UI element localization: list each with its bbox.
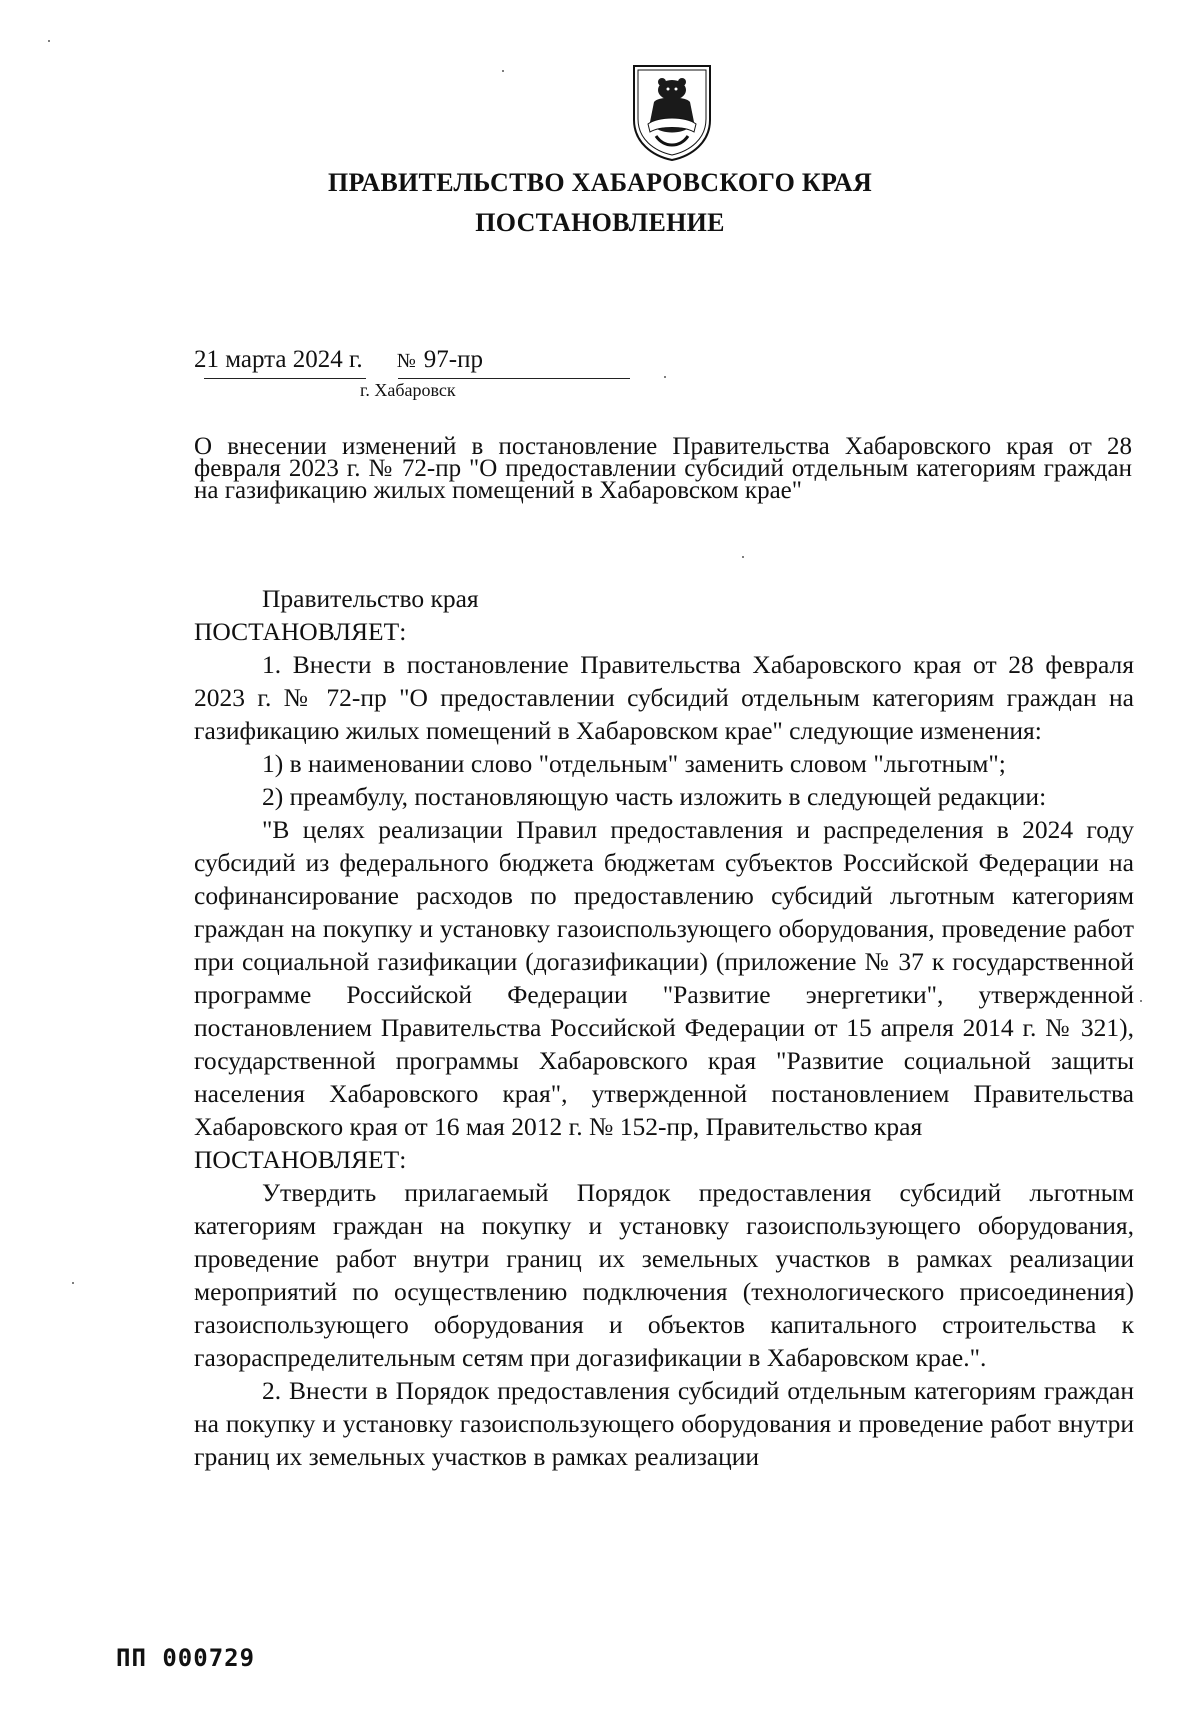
document-city: г. Хабаровск	[360, 380, 456, 400]
scan-speck	[72, 1282, 74, 1284]
body-paragraph: ПОСТАНОВЛЯЕТ:	[194, 617, 407, 646]
scan-speck	[742, 556, 744, 558]
scan-speck	[502, 70, 504, 72]
document-date: 21 марта 2024 г.	[194, 346, 363, 373]
body-paragraph: Правительство края	[262, 584, 479, 613]
body-paragraph: 2. Внести в Порядок предоставления субсидий отдельным категориям граждан на покупку и установку газоиспользующего оборудования и проведение работ внутри границ их земельных участков в рамках реализации	[194, 1376, 1134, 1471]
body-paragraph: Утвердить прилагаемый Порядок предоставления субсидий льготным категориям граждан на покупку и установку газоиспользующего оборудования, проведение работ внутри границ их земельных участков в рамках реализации мероприятий по осуществлению подключения (технологического присоединения) газоиспользующего оборудования и объектов капитального строительства к газораспределительным сетям при догазификации в Хабаровском крае.".	[194, 1178, 1134, 1372]
number-sign: №	[396, 350, 416, 372]
body-paragraph: "В целях реализации Правил предоставления и распределения в 2024 году субсидий из федерального бюджета бюджетам субъектов Российской Федерации на софинансирование расходов по предоставлению субсидий льготным категориям граждан на покупку и установку газоиспользующего оборудования, проведение работ при социальной газификации (догазификации) (приложение № 37 к государственной программе Российской Федерации "Развитие энергетики", утвержденной постановлением Правительства Российской Федерации от 15 апреля 2014 г. № 321), государственной программы Хабаровского края "Развитие социальной защиты населения Хабаровского края", утвержденной постановлением Правительства Хабаровского края от 16 мая 2012 г. № 152-пр, Правительство края	[194, 815, 1134, 1141]
scan-speck	[1140, 1000, 1142, 1002]
body-paragraph: 1) в наименовании слово "отдельным" заменить словом "льготным";	[262, 749, 1006, 778]
body-paragraph: ПОСТАНОВЛЯЕТ:	[194, 1145, 407, 1174]
body-paragraph: 2) преамбулу, постановляющую часть изложить в следующей редакции:	[262, 782, 1047, 811]
coat-of-arms-icon	[628, 62, 716, 162]
number-underline	[398, 378, 630, 379]
body-paragraph: 1. Внести в постановление Правительства Хабаровского края от 28 февраля 2023 г. № 72-пр "О предоставлении субсидий отдельным категориям граждан на газификацию жилых помещений в Хабаровском крае" следующие изменения:	[194, 650, 1134, 745]
document-number: 97-пр	[423, 346, 483, 373]
scan-speck	[48, 40, 50, 42]
document-body	[194, 582, 1134, 1473]
date-number-line	[194, 346, 483, 374]
government-title: ПРАВИТЕЛЬСТВО ХАБАРОВСКОГО КРАЯ	[327, 168, 873, 197]
document-subject: О внесении изменений в постановление Правительства Хабаровского края от 28 февраля 2023 г. № 72-пр "О предоставлении субсидий отдельным категориям граждан на газификацию жилых помещений в Хабаровском крае"	[194, 433, 1132, 504]
scan-speck	[664, 376, 666, 378]
document-type: ПОСТАНОВЛЕНИЕ	[475, 208, 725, 237]
form-serial-number: ПП 000729	[116, 1644, 256, 1672]
date-underline	[204, 378, 366, 379]
